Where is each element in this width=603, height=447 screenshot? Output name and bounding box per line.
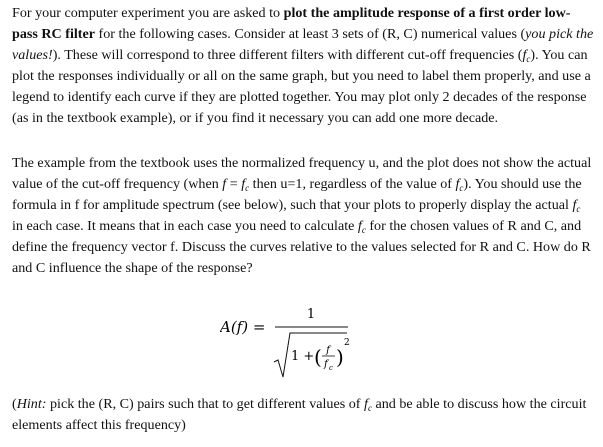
- symbol-base: f: [572, 197, 577, 213]
- symbol-subscript: c: [245, 183, 250, 193]
- symbol-base: f: [364, 396, 368, 412]
- formula-svg: [220, 300, 360, 385]
- symbol-subscript: c: [459, 183, 464, 193]
- text-span: (: [12, 396, 17, 412]
- paragraph-example: [12, 153, 594, 279]
- text-span: and be able to discuss how the circuit elements affect this frequency): [12, 396, 587, 433]
- amplitude-formula: [220, 300, 360, 385]
- cutoff-symbol: [364, 396, 372, 412]
- formula-lhs: A(f) =: [220, 318, 266, 336]
- formula-exponent: 2: [344, 338, 350, 348]
- symbol-base: f: [522, 47, 527, 63]
- symbol-subscript: c: [361, 225, 366, 235]
- frequency-symbol: f: [222, 176, 227, 192]
- text-span: The example from the textbook uses the normalized frequency u, and the plot does not show the actual value of the cut-off frequency (when: [12, 155, 592, 192]
- cutoff-symbol: [572, 197, 580, 213]
- italic-note: you pick the values!: [12, 26, 594, 63]
- formula-numerator: 1: [306, 307, 316, 322]
- text-span: in each case. It means that in each case you need to calculate: [12, 218, 358, 234]
- symbol-subscript: c: [526, 54, 531, 64]
- left-paren: (: [314, 345, 322, 369]
- cutoff-symbol: [241, 176, 249, 192]
- hint-label: Hint:: [16, 396, 47, 412]
- symbol-base: f: [357, 218, 362, 234]
- text-span: ). You can plot the responses individually or all on the same graph, but you need to label them properly, and use a legend to identify each curve if they are plotted together. You may plot only 2 decades of the response (as in the textbook example), or if you find it necessary you can add one more decade.: [12, 47, 591, 126]
- symbol-base: f: [455, 176, 460, 192]
- text-span: pick the (R, C) pairs such that to get different values of: [46, 396, 365, 412]
- cutoff-symbol: [358, 218, 366, 234]
- text-span: ). You should use the formula in f for amplitude spectrum (see below), such that your plots to properly display the actual: [12, 176, 582, 213]
- bold-task: plot the amplitude response of a first order low-pass RC filter: [12, 5, 571, 42]
- inner-numerator: f: [326, 345, 330, 356]
- symbol-subscript: c: [367, 403, 372, 413]
- paragraph-instructions: [12, 3, 594, 129]
- paragraph-hint: [12, 394, 594, 436]
- text-span: for the chosen values of R and C, and define the frequency vector f. Discuss the curves relative to the values selected for R and C. How do R and C influence the shape of the response?: [12, 218, 591, 276]
- inner-denominator-sub: c: [329, 364, 333, 372]
- equals-sign: =: [226, 176, 242, 192]
- symbol-subscript: c: [576, 204, 581, 214]
- inner-denominator: f: [324, 359, 328, 370]
- text-span: For your computer experiment you are asked to: [12, 5, 284, 21]
- text-span: for the following cases. Consider at least 3 sets of (R, C) numerical values (: [95, 26, 526, 42]
- text-span: ). These will correspond to three different filters with different cut-off frequencies (: [52, 47, 523, 63]
- right-paren: ): [336, 345, 344, 369]
- symbol-base: f: [241, 176, 246, 192]
- formula-one-plus: 1 +: [291, 349, 315, 364]
- text-span: then u=1, regardless of the value of: [249, 176, 456, 192]
